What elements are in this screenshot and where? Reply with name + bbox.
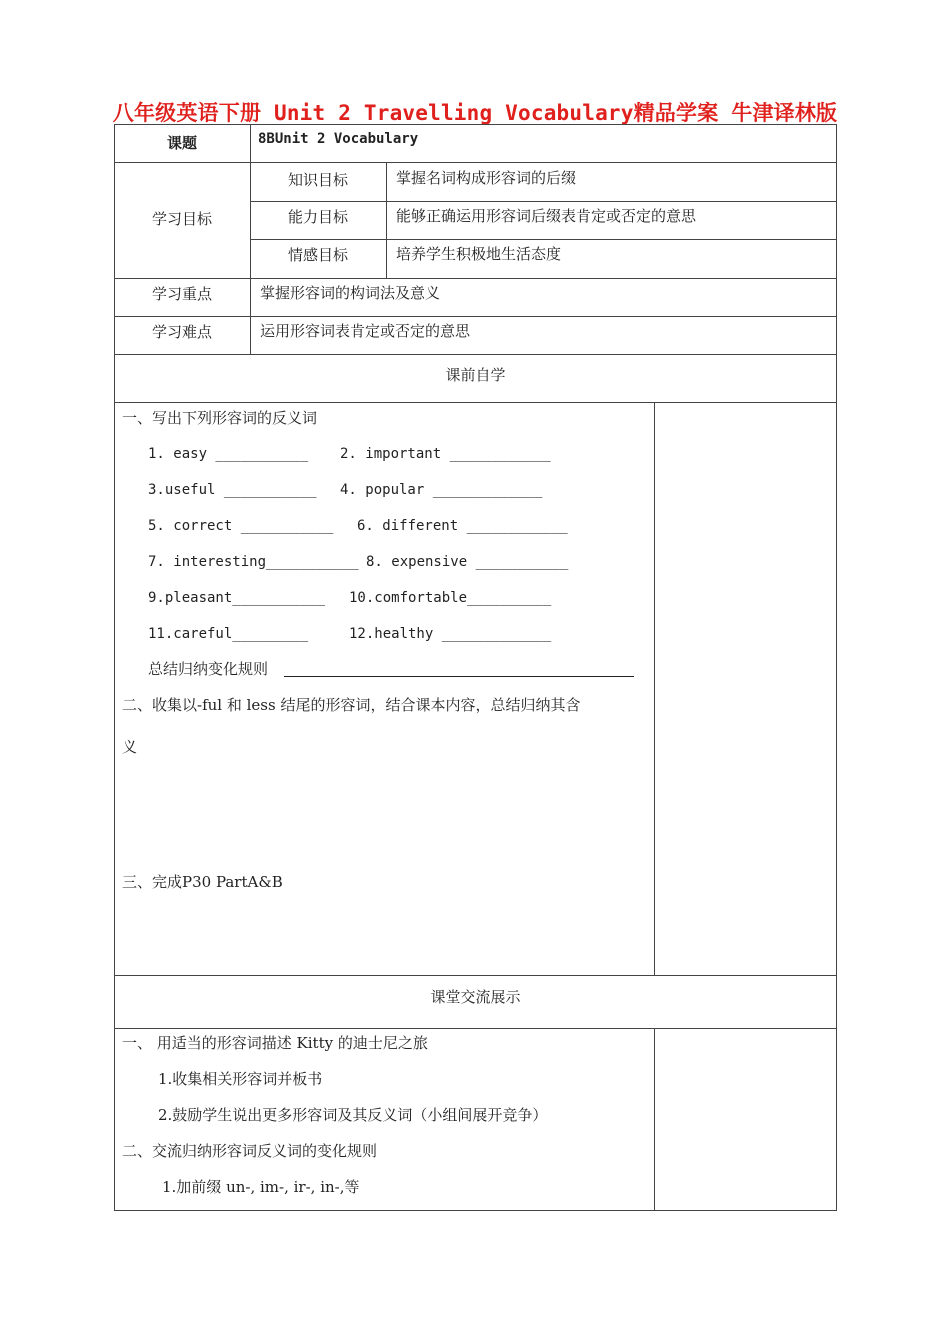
preview-question-2-cont: 义 bbox=[122, 738, 138, 756]
antonym-item: 1. easy ___________ bbox=[148, 446, 309, 462]
summary-label: 总结归纳变化规则 bbox=[148, 660, 269, 678]
row-divider bbox=[250, 201, 837, 202]
antonym-item: 3.useful ___________ bbox=[148, 482, 317, 498]
objective-emotion-label: 情感目标 bbox=[287, 246, 348, 264]
preview-question-2: 二、收集以-ful 和 less 结尾的形容词，结合课本内容，总结归纳其含 bbox=[122, 696, 581, 714]
column-divider bbox=[250, 124, 251, 354]
antonym-item: 6. different ____________ bbox=[357, 518, 568, 534]
topic-value: 8BUnit 2 Vocabulary bbox=[258, 131, 419, 147]
antonym-item: 9.pleasant___________ bbox=[148, 590, 326, 606]
row-divider bbox=[250, 239, 837, 240]
key-point-value: 掌握形容词的构词法及意义 bbox=[260, 284, 441, 302]
row-divider bbox=[114, 316, 837, 317]
row-divider bbox=[114, 354, 837, 355]
antonym-item: 12.healthy _____________ bbox=[349, 626, 552, 642]
column-divider bbox=[654, 1028, 655, 1211]
classroom-line: 二、交流归纳形容词反义词的变化规则 bbox=[122, 1142, 378, 1160]
row-divider bbox=[114, 278, 837, 279]
antonym-item: 5. correct ___________ bbox=[148, 518, 334, 534]
antonym-item: 8. expensive ___________ bbox=[366, 554, 569, 570]
row-divider bbox=[114, 402, 837, 403]
classroom-line: 一、 用适当的形容词描述 Kitty 的迪士尼之旅 bbox=[122, 1034, 428, 1052]
classroom-heading: 课堂交流展示 bbox=[430, 988, 521, 1006]
objective-knowledge-value: 掌握名词构成形容词的后缀 bbox=[396, 169, 577, 187]
difficulty-label: 学习难点 bbox=[151, 323, 212, 341]
antonym-item: 10.comfortable__________ bbox=[349, 590, 552, 606]
preview-question-1: 一、写出下列形容词的反义词 bbox=[122, 409, 318, 427]
row-divider bbox=[114, 1028, 837, 1029]
difficulty-value: 运用形容词表肯定或否定的意思 bbox=[260, 322, 471, 340]
classroom-line: 1.加前缀 un-, im-, ir-, in-,等 bbox=[162, 1178, 360, 1196]
key-point-label: 学习重点 bbox=[151, 285, 212, 303]
classroom-line: 1.收集相关形容词并板书 bbox=[158, 1070, 323, 1088]
column-divider bbox=[654, 402, 655, 975]
row-divider bbox=[114, 975, 837, 976]
antonym-item: 7. interesting___________ bbox=[148, 554, 359, 570]
document-title: 八年级英语下册 Unit 2 Travelling Vocabulary精品学案 牛津译林版 bbox=[112, 101, 838, 125]
row-divider bbox=[114, 162, 837, 163]
antonym-item: 2. important ____________ bbox=[340, 446, 551, 462]
objectives-label: 学习目标 bbox=[151, 210, 212, 228]
classroom-line: 2.鼓励学生说出更多形容词及其反义词（小组间展开竞争） bbox=[158, 1106, 548, 1124]
topic-label: 课题 bbox=[166, 134, 197, 152]
column-divider bbox=[386, 162, 387, 278]
preview-question-3: 三、完成P30 PartA&B bbox=[122, 873, 283, 891]
preview-heading: 课前自学 bbox=[445, 366, 506, 384]
objective-emotion-value: 培养学生积极地生活态度 bbox=[396, 245, 562, 263]
objective-ability-label: 能力目标 bbox=[287, 208, 348, 226]
summary-answer-line bbox=[284, 676, 634, 677]
objective-knowledge-label: 知识目标 bbox=[287, 171, 348, 189]
objective-ability-value: 能够正确运用形容词后缀表肯定或否定的意思 bbox=[396, 207, 697, 225]
antonym-item: 4. popular _____________ bbox=[340, 482, 543, 498]
antonym-item: 11.careful_________ bbox=[148, 626, 309, 642]
